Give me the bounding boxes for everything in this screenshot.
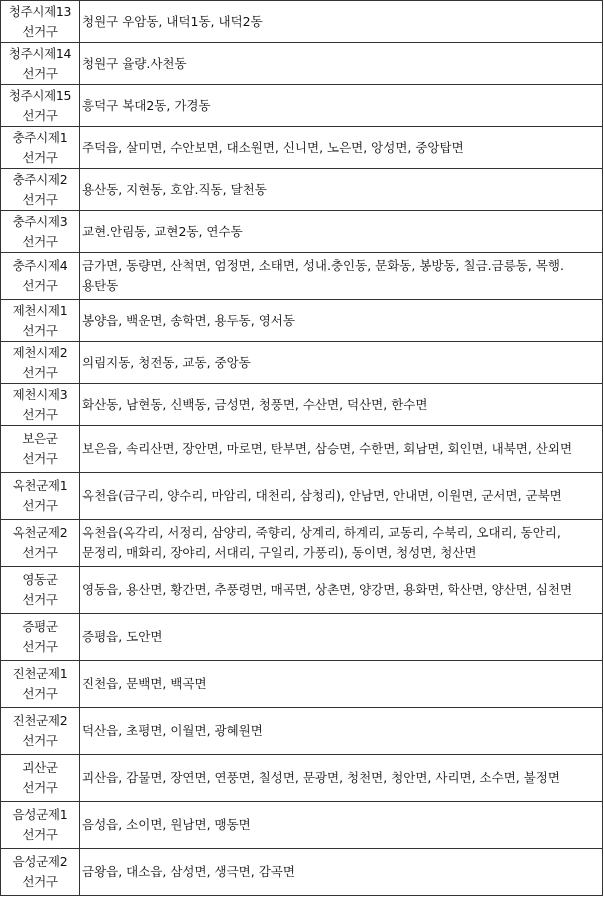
district-name: 괴산군 — [22, 760, 58, 775]
district-suffix: 선거구 — [22, 733, 58, 748]
district-name-cell — [1, 567, 80, 614]
district-name: 청주시제13 — [8, 3, 72, 19]
district-name-cell — [1, 300, 80, 342]
district-name: 음성군제1 — [12, 807, 68, 822]
table-row — [1, 127, 603, 169]
district-suffix: 선거구 — [22, 406, 58, 422]
district-name-cell — [1, 384, 80, 426]
district-name-cell — [1, 802, 80, 849]
district-areas: 봉양읍, 백운면, 송학면, 용두동, 영서동 — [80, 300, 603, 342]
district-name-cell — [1, 211, 80, 253]
table-row — [1, 384, 603, 426]
table-row — [1, 85, 603, 127]
district-areas: 화산동, 남현동, 신백동, 금성면, 청풍면, 수산면, 덕산면, 한수면 — [80, 384, 603, 426]
district-suffix: 선거구 — [22, 364, 58, 380]
district-name-cell — [1, 342, 80, 384]
table-row — [1, 43, 603, 85]
table-row — [1, 300, 603, 342]
table-row — [1, 211, 603, 253]
district-name: 영동군 — [22, 572, 58, 587]
table-row — [1, 426, 603, 473]
district-name: 충주시제2 — [12, 171, 68, 187]
district-suffix: 선거구 — [22, 322, 58, 338]
table-row — [1, 520, 603, 567]
district-areas: 흥덕구 복대2동, 가경동 — [80, 85, 603, 127]
district-name: 충주시제4 — [12, 258, 68, 273]
district-name: 청주시제15 — [8, 87, 72, 103]
district-areas: 영동읍, 용산면, 황간면, 추풍령면, 매곡면, 상촌면, 양강면, 용화면, 학산면, 양산면, 심천면 — [80, 567, 603, 614]
district-suffix: 선거구 — [22, 498, 58, 513]
district-suffix: 선거구 — [22, 65, 58, 81]
district-name-cell — [1, 708, 80, 755]
table-row — [1, 614, 603, 661]
district-name: 옥천군제2 — [12, 525, 68, 540]
district-name-cell — [1, 43, 80, 85]
district-name-cell — [1, 755, 80, 802]
district-areas: 금왕읍, 대소읍, 삼성면, 생극면, 감곡면 — [80, 849, 603, 896]
district-name-cell — [1, 426, 80, 473]
district-areas: 덕산읍, 초평면, 이월면, 광혜원면 — [80, 708, 603, 755]
district-areas: 청원구 율량.사천동 — [80, 43, 603, 85]
district-name: 제천시제1 — [12, 302, 68, 318]
district-areas: 주덕읍, 살미면, 수안보면, 대소원면, 신니면, 노은면, 앙성면, 중앙탑면 — [80, 127, 603, 169]
district-name: 충주시제1 — [12, 129, 68, 145]
district-areas: 보은읍, 속리산면, 장안면, 마로면, 탄부면, 삼승면, 수한면, 회남면, 회인면, 내북면, 산외면 — [80, 426, 603, 473]
district-areas: 금가면, 동량면, 산척면, 엄정면, 소태면, 성내.충인동, 문화동, 봉방동, 칠금.금릉동, 목행.용탄동 — [80, 253, 603, 300]
district-name-cell — [1, 614, 80, 661]
district-name: 옥천군제1 — [12, 478, 68, 493]
district-name-cell — [1, 1, 80, 43]
district-areas: 용산동, 지현동, 호암.직동, 달천동 — [80, 169, 603, 211]
district-areas: 옥천읍(옥각리, 서정리, 삼양리, 죽향리, 상계리, 하계리, 교동리, 수북리, 오대리, 동안리, 문정리, 매화리, 장야리, 서대리, 구일리, 가풍리), 동이면, 청성면, 청산면 — [80, 520, 603, 567]
district-suffix: 선거구 — [22, 451, 58, 466]
district-name-cell — [1, 169, 80, 211]
district-name-cell — [1, 520, 80, 567]
table-row — [1, 1, 603, 43]
district-name: 청주시제14 — [8, 45, 72, 61]
district-name: 제천시제3 — [12, 386, 68, 402]
district-name-cell — [1, 127, 80, 169]
table-row — [1, 567, 603, 614]
district-areas: 증평읍, 도안면 — [80, 614, 603, 661]
table-row — [1, 755, 603, 802]
district-suffix: 선거구 — [22, 149, 58, 165]
district-name: 진천군제2 — [12, 713, 68, 728]
district-suffix: 선거구 — [22, 191, 58, 207]
table-row — [1, 849, 603, 896]
district-areas: 의림지동, 청전동, 교동, 중앙동 — [80, 342, 603, 384]
district-name-cell — [1, 473, 80, 520]
table-row — [1, 661, 603, 708]
district-suffix: 선거구 — [22, 278, 58, 293]
district-name: 음성군제2 — [12, 854, 68, 869]
district-areas: 괴산읍, 감물면, 장연면, 연풍면, 칠성면, 문광면, 청천면, 청안면, 사리면, 소수면, 불정면 — [80, 755, 603, 802]
district-suffix: 선거구 — [22, 639, 58, 654]
district-suffix: 선거구 — [22, 233, 58, 249]
district-suffix: 선거구 — [22, 107, 58, 123]
district-name: 보은군 — [22, 431, 58, 446]
district-name-cell — [1, 661, 80, 708]
table-row — [1, 802, 603, 849]
district-areas: 옥천읍(금구리, 양수리, 마암리, 대천리, 삼청리), 안남면, 안내면, 이원면, 군서면, 군북면 — [80, 473, 603, 520]
table-body — [1, 1, 603, 896]
district-suffix: 선거구 — [22, 827, 58, 842]
district-areas: 음성읍, 소이면, 원남면, 맹동면 — [80, 802, 603, 849]
district-suffix: 선거구 — [22, 780, 58, 795]
district-name: 증평군 — [22, 619, 58, 634]
table-row — [1, 708, 603, 755]
district-suffix: 선거구 — [22, 874, 58, 889]
district-areas: 진천읍, 문백면, 백곡면 — [80, 661, 603, 708]
district-suffix: 선거구 — [22, 592, 58, 607]
district-name: 제천시제2 — [12, 344, 68, 360]
district-areas: 교현.안림동, 교현2동, 연수동 — [80, 211, 603, 253]
district-name: 진천군제1 — [12, 666, 68, 681]
table-row — [1, 342, 603, 384]
table-row — [1, 253, 603, 300]
district-areas: 청원구 우암동, 내덕1동, 내덕2동 — [80, 1, 603, 43]
district-name-cell — [1, 849, 80, 896]
district-name-cell — [1, 253, 80, 300]
table-row — [1, 473, 603, 520]
district-name: 충주시제3 — [12, 213, 68, 229]
table-row — [1, 169, 603, 211]
district-suffix: 선거구 — [22, 545, 58, 560]
district-suffix: 선거구 — [22, 23, 58, 39]
district-name-cell — [1, 85, 80, 127]
district-suffix: 선거구 — [22, 686, 58, 701]
